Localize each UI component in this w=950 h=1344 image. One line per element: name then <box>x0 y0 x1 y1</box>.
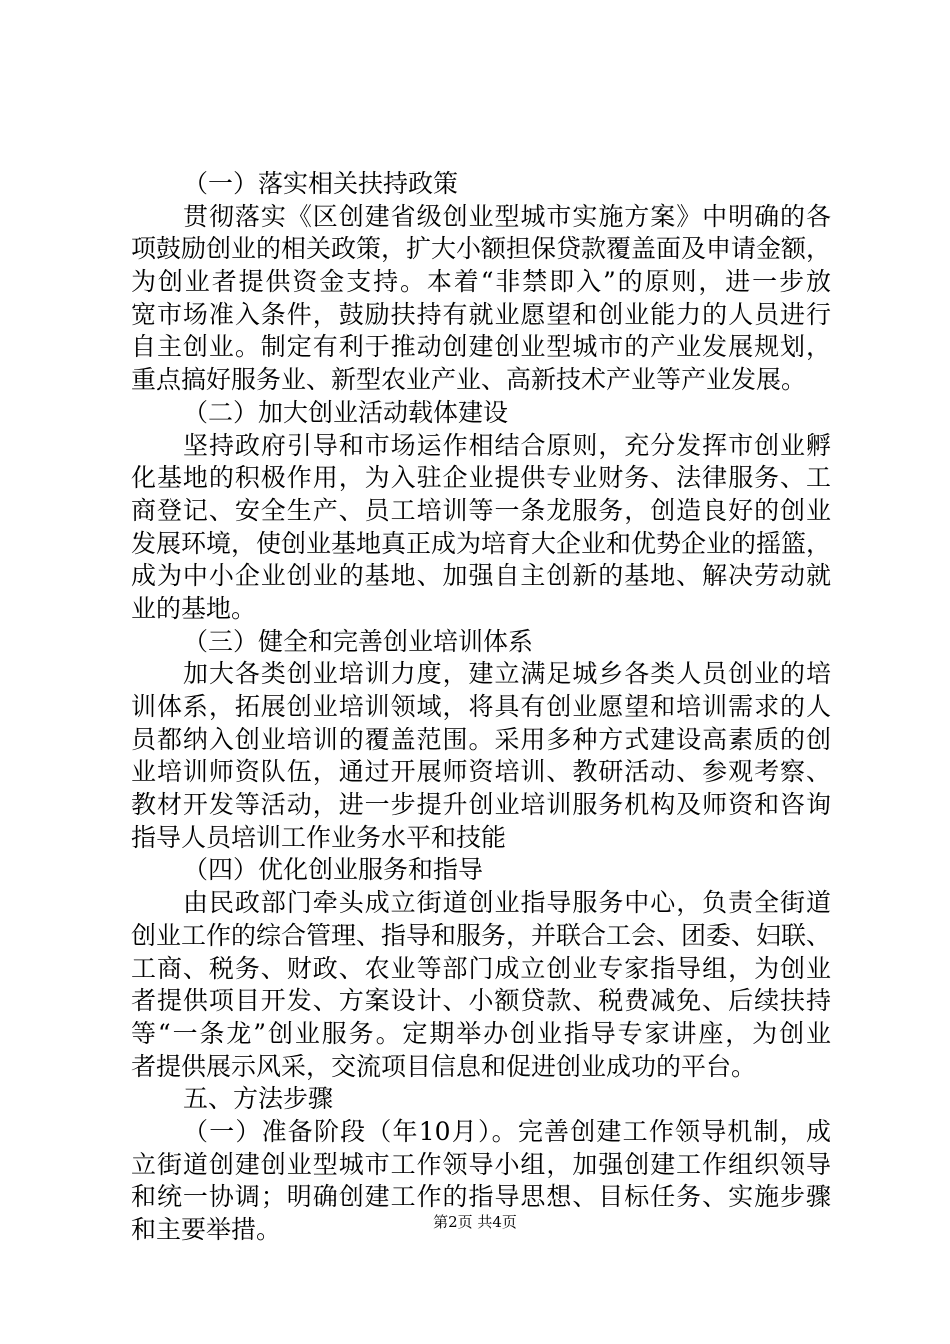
document-body <box>131 168 831 1247</box>
paragraph-line: 加大各类创业培训力度，建立满足城乡各类人员创业的培 <box>183 659 831 689</box>
section-heading: （四）优化创业服务和指导 <box>183 855 484 885</box>
paragraph-line: 员都纳入创业培训的覆盖范围。采用多种方式建设高素质的创 <box>131 724 831 754</box>
paragraph-line: 由民政部门牵头成立街道创业指导服务中心，负责全街道 <box>183 888 831 918</box>
paragraph-line: 和统一协调；明确创建工作的指导思想、目标任务、实施步骤 <box>131 1182 831 1212</box>
paragraph-line: 者提供项目开发、方案设计、小额贷款、税费减免、后续扶持 <box>131 986 831 1016</box>
paragraph-line: 商登记、安全生产、员工培训等一条龙服务，创造良好的创业 <box>131 495 831 525</box>
paragraph-line: 训体系，拓展创业培训领域，将具有创业愿望和培训需求的人 <box>131 692 831 721</box>
paragraph-line: 贯彻落实《区创建省级创业型城市实施方案》中明确的各 <box>183 201 831 231</box>
paragraph-line: 坚持政府引导和市场运作相结合原则，充分发挥市创业孵 <box>183 430 831 460</box>
paragraph-line: 创业工作的综合管理、指导和服务，并联合工会、团委、妇联、 <box>131 920 832 950</box>
paragraph-line: 业培训师资队伍，通过开展师资培训、教研活动、参观考察、 <box>131 757 831 787</box>
paragraph-line: 成为中小企业创业的基地、加强自主创新的基地、解决劳动就 <box>131 561 831 591</box>
section-heading: （一）落实相关扶持政策 <box>183 169 459 198</box>
paragraph-line: 教材开发等活动，进一步提升创业培训服务机构及师资和咨询 <box>131 790 831 820</box>
paragraph-line: 者提供展示风采，交流项目信息和促进创业成功的平台。 <box>131 1051 757 1081</box>
page-number-footer: 第2页 共4页 <box>433 1213 517 1231</box>
paragraph-line: 业的基地。 <box>131 593 257 623</box>
paragraph-line: 项鼓励创业的相关政策，扩大小额担保贷款覆盖面及申请金额， <box>131 234 832 264</box>
paragraph-line: 指导人员培训工作业务水平和技能 <box>131 822 507 852</box>
paragraph-line: 发展环境，使创业基地真正成为培育大企业和优势企业的摇篮， <box>131 528 832 558</box>
paragraph-line: 等“一条龙”创业服务。定期举办创业指导专家讲座，为创业 <box>131 1018 831 1048</box>
paragraph-line: 立街道创建创业型城市工作领导小组，加强创建工作组织领导 <box>131 1149 831 1179</box>
section-heading: 五、方法步骤 <box>183 1084 334 1114</box>
paragraph-line: （一）准备阶段（年10月）。完善创建工作领导机制，成 <box>183 1116 831 1146</box>
paragraph-line: 和主要举措。 <box>131 1215 282 1244</box>
section-heading: （三）健全和完善创业培训体系 <box>183 626 534 656</box>
paragraph-line: 重点搞好服务业、新型农业产业、高新技术产业等产业发展。 <box>131 365 807 395</box>
paragraph-line: 自主创业。制定有利于推动创建创业型城市的产业发展规划， <box>131 332 831 362</box>
section-heading: （二）加大创业活动载体建设 <box>183 397 509 427</box>
paragraph-line: 为创业者提供资金支持。本着“非禁即入”的原则，进一步放 <box>131 267 831 297</box>
paragraph-line: 化基地的积极作用，为入驻企业提供专业财务、法律服务、工 <box>131 463 831 493</box>
paragraph-line: 工商、税务、财政、农业等部门成立创业专家指导组，为创业 <box>131 953 831 983</box>
paragraph-line: 宽市场准入条件，鼓励扶持有就业愿望和创业能力的人员进行 <box>131 299 831 329</box>
